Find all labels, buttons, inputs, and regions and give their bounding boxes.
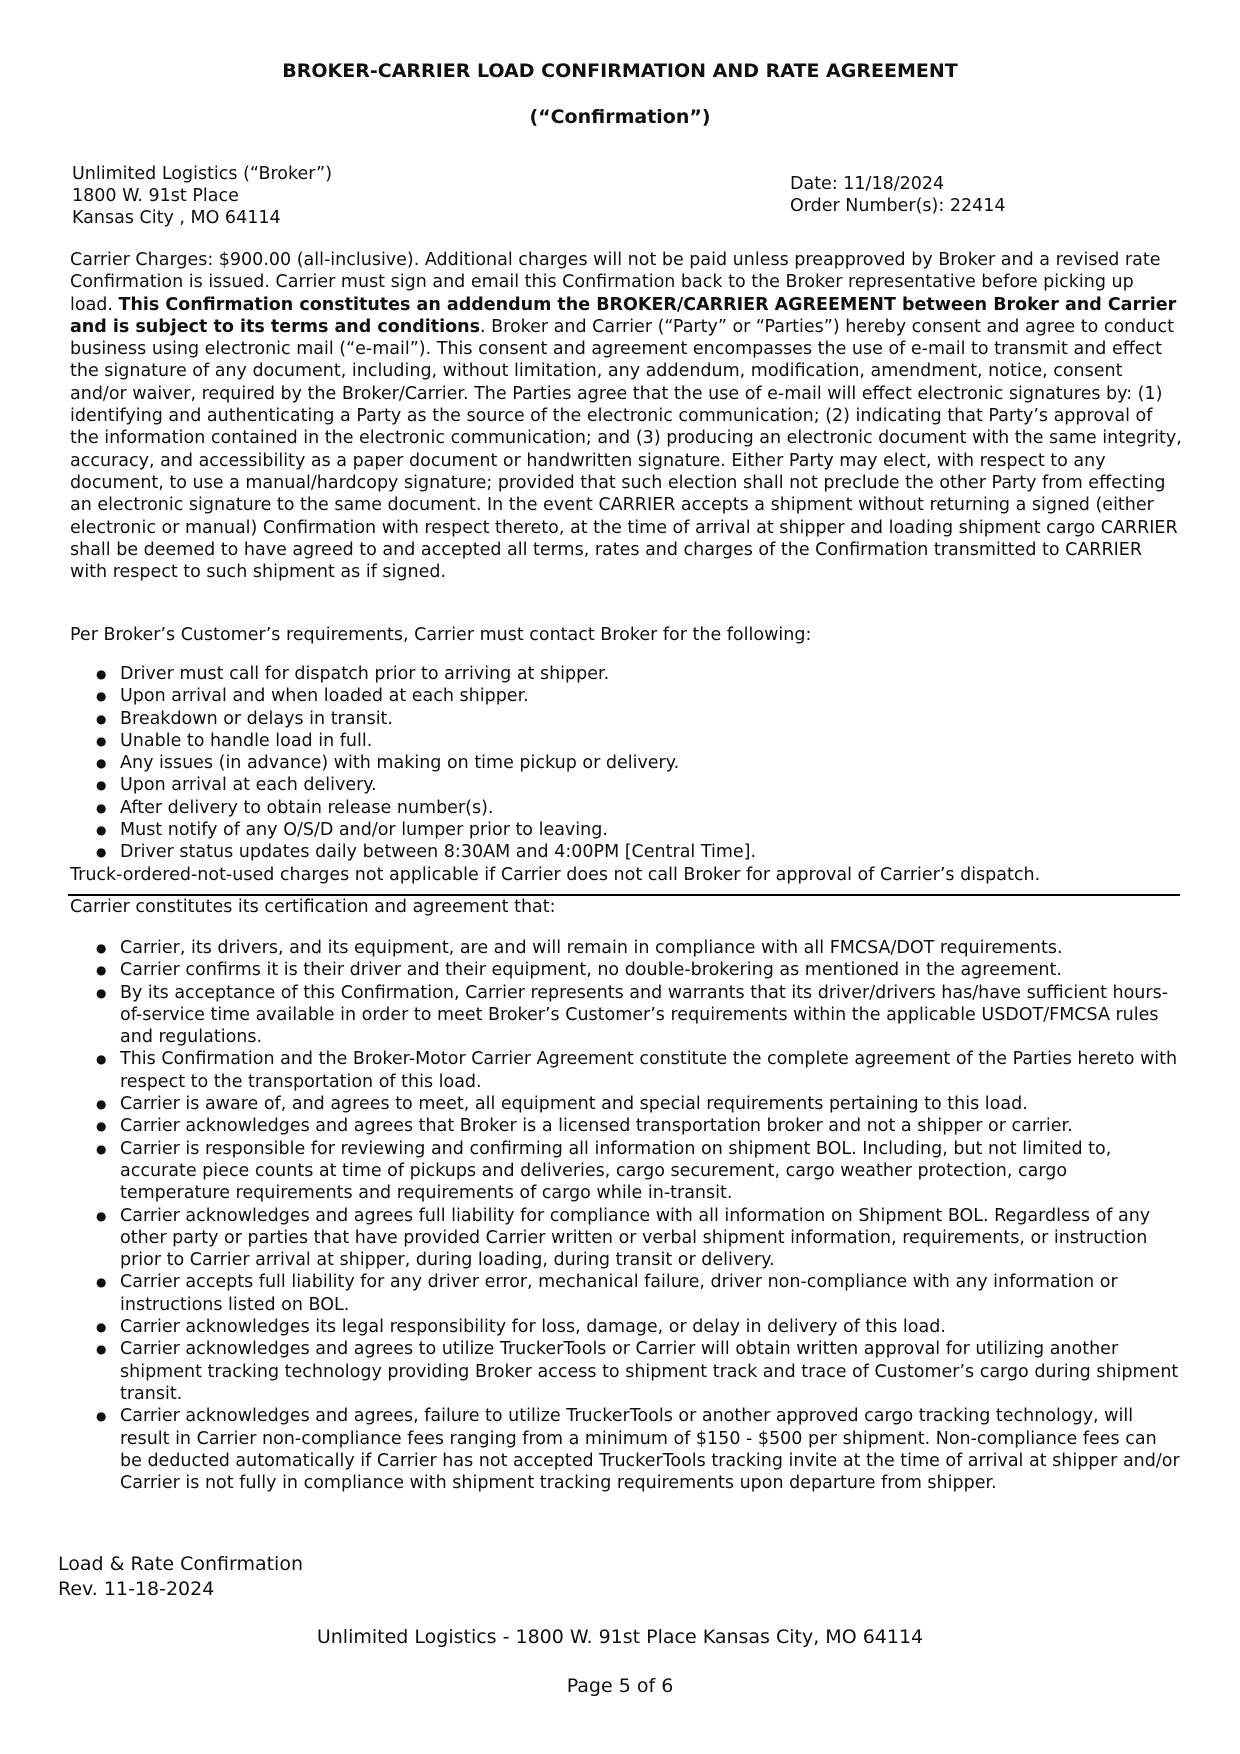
- list-item: ● By its acceptance of this Confirmation, Carrier represents and warrants that its driver/drivers has/have sufficient hours-of-service time available in order to meet Broker’s Customer’s requirements within the applicable USDOT/FMCSA rules and regulations.: [70, 982, 1182, 1049]
- footer-address: Unlimited Logistics - 1800 W. 91st Place Kansas City, MO 64114: [316, 1626, 924, 1648]
- broker-city: Kansas City , MO 64114: [72, 208, 281, 228]
- order-date: Date: 11/18/2024: [790, 174, 945, 194]
- certification-list: [70, 937, 1182, 1494]
- list-item: ● Driver status updates daily between 8:30AM and 4:00PM [Central Time].: [70, 841, 756, 863]
- list-item: ● Breakdown or delays in transit.: [70, 708, 756, 730]
- tonu-statement: Truck-ordered-not-used charges not applicable if Carrier does not call Broker for approval of Carrier’s dispatch.: [70, 865, 1041, 885]
- requirements-intro: Per Broker’s Customer’s requirements, Carrier must contact Broker for the following:: [70, 625, 812, 645]
- document-name: Load & Rate Confirmation: [58, 1553, 304, 1575]
- document-subtitle: (“Confirmation”): [529, 106, 711, 128]
- requirements-list: [70, 663, 756, 864]
- list-item: ● Upon arrival and when loaded at each shipper.: [70, 685, 756, 707]
- agreement-bold-clause: This Confirmation constitutes an addendum the BROKER/CARRIER AGREEMENT between Broker and Carrier and is subject to its terms and conditions: [70, 294, 1177, 337]
- agreement-text-2: . Broker and Carrier (“Party” or “Parties”) hereby consent and agree to conduct business using electronic mail (“e-mail”). This consent and agreement encompasses the use of e-mail to transmit and effect the signature of any document, including, without limitation, any addendum, modification, amendment, notice, consent and/or waiver, required by the Broker/Carrier. The Parties agree that the use of e-mail will effect electronic signatures by: (1) identifying and authenticating a Party as the source of the electronic communication; (2) indicating that Party’s approval of the information contained in the electronic communication; and (3) producing an electronic document with the same integrity, accuracy, and accessibility as a paper document or handwritten signature. Either Party may elect, with respect to any document, to use a manual/hardcopy signature; provided that such election shall not preclude the other Party from effecting an electronic signature to the same document. In the event CARRIER accepts a shipment without returning a signed (either electronic or manual) Confirmation with respect thereto, at the time of arrival at shipper and loading shipment cargo CARRIER shall be deemed to have agreed to and accepted all terms, rates and charges of the Confirmation transmitted to CARRIER with respect to such shipment as if signed.: [70, 316, 1182, 583]
- certification-intro: Carrier constitutes its certification and agreement that:: [70, 897, 556, 917]
- broker-address-block: [72, 163, 332, 229]
- list-item: ● Carrier acknowledges and agrees full liability for compliance with all information on Shipment BOL. Regardless of any other party or parties that have provided Carrier written or verbal shipment information, requirements, or instruction prior to Carrier arrival at shipper, during loading, during transit or delivery.: [70, 1205, 1182, 1272]
- list-item: ● Carrier acknowledges and agrees that Broker is a licensed transportation broker and not a shipper or carrier.: [70, 1115, 1182, 1137]
- list-item: ● Carrier is responsible for reviewing and confirming all information on shipment BOL. Including, but not limited to, accurate piece counts at time of pickups and deliveries, cargo securement, cargo weather protection, cargo temperature requirements and requirements of cargo while in-transit.: [70, 1138, 1182, 1205]
- list-item: ● After delivery to obtain release number(s).: [70, 797, 756, 819]
- list-item: ● Any issues (in advance) with making on time pickup or delivery.: [70, 752, 756, 774]
- broker-name: Unlimited Logistics (“Broker”): [72, 164, 333, 184]
- list-item: ● Carrier, its drivers, and its equipment, are and will remain in compliance with all FMCSA/DOT requirements.: [70, 937, 1182, 959]
- list-item: ● Carrier accepts full liability for any driver error, mechanical failure, driver non-compliance with any information or instructions listed on BOL.: [70, 1271, 1182, 1316]
- revision-date: Rev. 11-18-2024: [58, 1577, 215, 1600]
- list-item: ● Carrier confirms it is their driver and their equipment, no double-brokering as mentioned in the agreement.: [70, 959, 1182, 981]
- agreement-text-1: Carrier Charges: $900.00 (all-inclusive). Additional charges will not be paid unless preapproved by Broker and a revised rate Confirmation is issued. Carrier must sign and email this Confirmation back to the Broker representative before picking up load.: [70, 250, 1161, 315]
- list-item: ● Carrier acknowledges its legal responsibility for loss, damage, or delay in delivery of this load.: [70, 1316, 1182, 1338]
- list-item: ● Carrier is aware of, and agrees to meet, all equipment and special requirements pertaining to this load.: [70, 1093, 1182, 1115]
- list-item: ● Must notify of any O/S/D and/or lumper prior to leaving.: [70, 819, 756, 841]
- list-item: ● Upon arrival at each delivery.: [70, 774, 756, 796]
- list-item: ● Driver must call for dispatch prior to arriving at shipper.: [70, 663, 756, 685]
- revision-block: [58, 1552, 303, 1601]
- document-title: BROKER-CARRIER LOAD CONFIRMATION AND RATE AGREEMENT: [282, 60, 958, 82]
- list-item: ● Carrier acknowledges and agrees, failure to utilize TruckerTools or another approved cargo tracking technology, will result in Carrier non-compliance fees ranging from a minimum of $150 - $500 per shipment. Non-compliance fees can be deducted automatically if Carrier has not accepted TruckerTools tracking invite at the time of arrival at shipper and/or Carrier is not fully in compliance with shipment tracking requirements upon departure from shipper.: [70, 1405, 1182, 1494]
- list-item: ● Unable to handle load in full.: [70, 730, 756, 752]
- broker-street: 1800 W. 91st Place: [72, 186, 239, 206]
- page-number: Page 5 of 6: [566, 1675, 674, 1697]
- list-item: ● Carrier acknowledges and agrees to utilize TruckerTools or Carrier will obtain written approval for utilizing another shipment tracking technology providing Broker access to shipment track and trace of Customer’s cargo during shipment transit.: [70, 1338, 1182, 1405]
- order-meta-block: [790, 173, 1006, 217]
- agreement-paragraph: [70, 249, 1182, 583]
- order-number: Order Number(s): 22414: [790, 196, 1006, 216]
- list-item: ● This Confirmation and the Broker-Motor Carrier Agreement constitute the complete agreement of the Parties hereto with respect to the transportation of this load.: [70, 1048, 1182, 1093]
